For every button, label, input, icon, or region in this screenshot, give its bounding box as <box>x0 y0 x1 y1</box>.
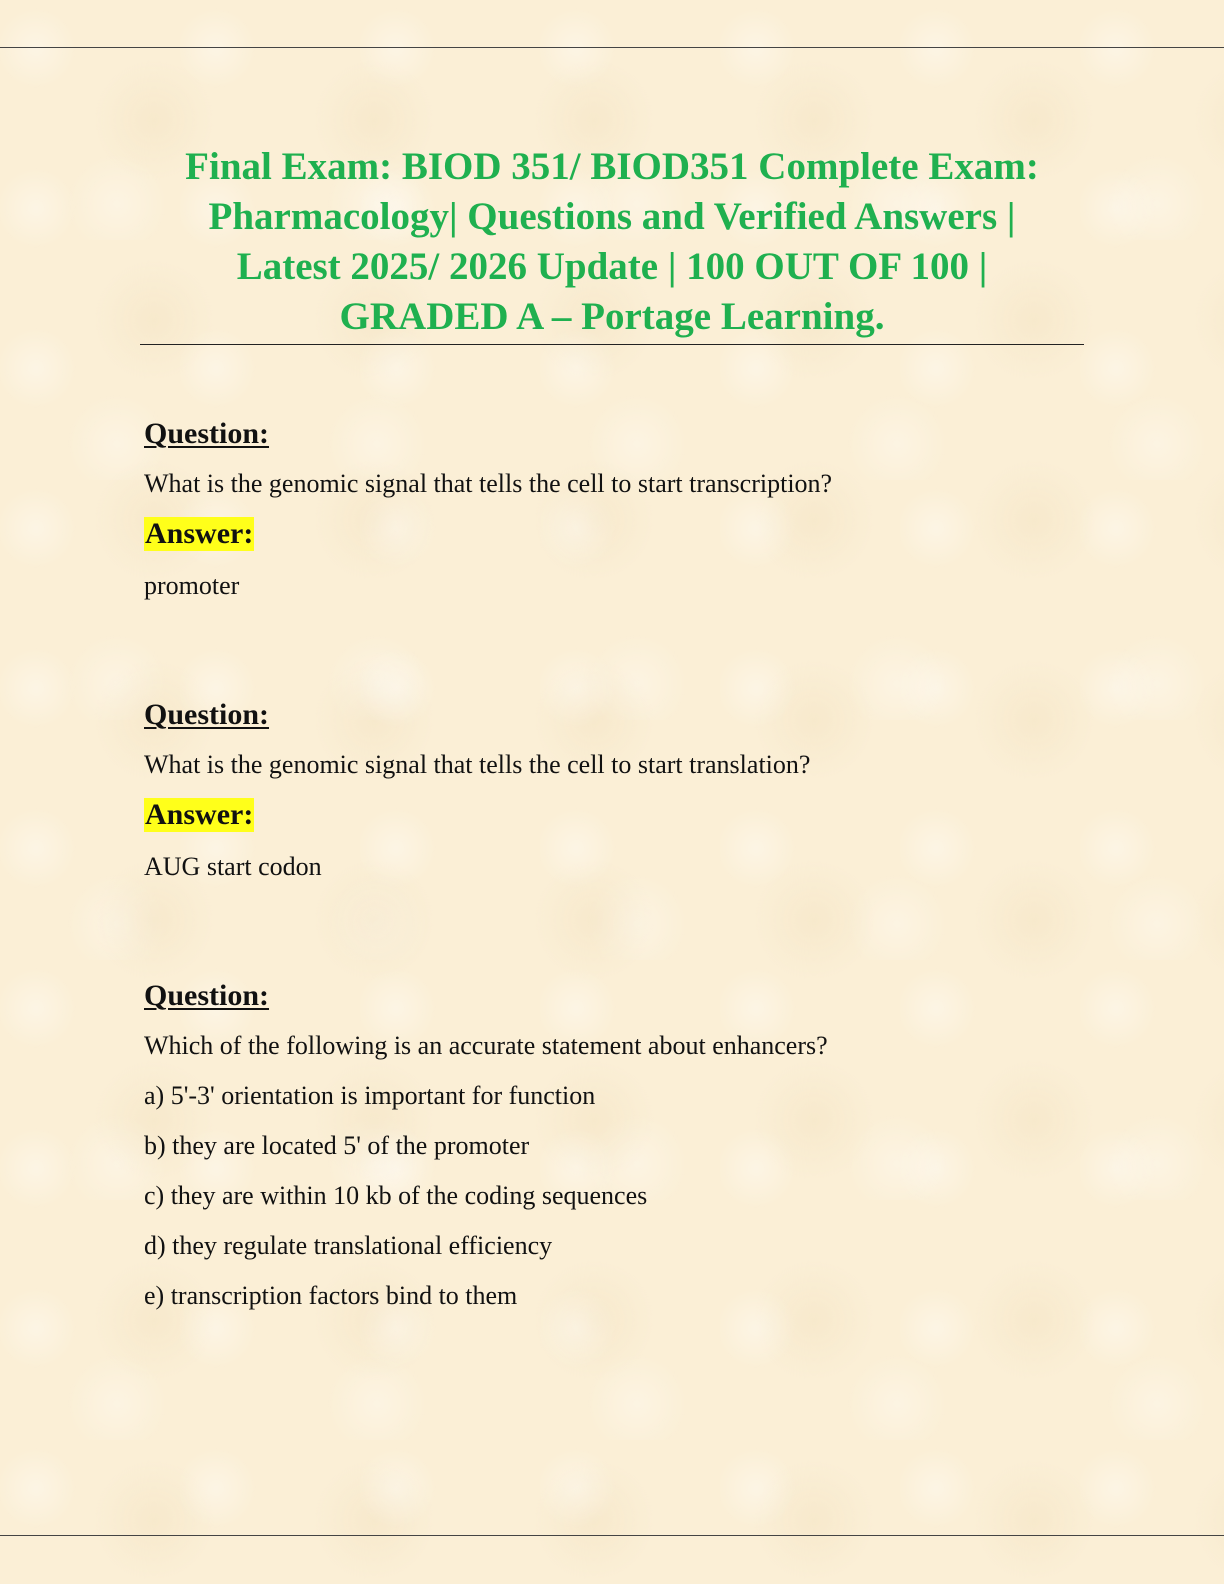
question-heading: Question: <box>144 417 270 450</box>
answer-text: AUG start codon <box>144 852 322 881</box>
document-title <box>140 142 1084 342</box>
answer-text: promoter <box>144 571 240 600</box>
questions-section <box>144 415 1084 1313</box>
question-block-1 <box>144 415 1084 603</box>
question-heading: Question: <box>144 698 270 731</box>
answer-option-b: b) they are located 5' of the promoter <box>144 1131 530 1160</box>
title-line: Pharmacology| Questions and Verified Answers | <box>208 195 1016 238</box>
title-underline <box>140 344 1084 345</box>
question-text: Which of the following is an accurate statement about enhancers? <box>144 1031 828 1060</box>
question-text: What is the genomic signal that tells the cell to start translation? <box>144 750 811 779</box>
title-line: Latest 2025/ 2026 Update | 100 OUT OF 100 | <box>236 245 988 288</box>
document-title-block <box>140 142 1084 342</box>
question-block-2 <box>144 696 1084 884</box>
answer-heading: Answer: <box>145 517 254 550</box>
title-line: Final Exam: BIOD 351/ BIOD351 Complete Exam: <box>185 145 1039 188</box>
title-line: GRADED A – Portage Learning. <box>339 295 885 338</box>
question-block-3 <box>144 977 1084 1313</box>
bottom-divider <box>0 1535 1224 1536</box>
answer-option-d: d) they regulate translational efficiency <box>144 1231 553 1260</box>
question-text: What is the genomic signal that tells the cell to start transcription? <box>144 469 833 498</box>
answer-heading: Answer: <box>145 798 254 831</box>
answer-option-c: c) they are within 10 kb of the coding sequences <box>144 1181 648 1210</box>
question-heading: Question: <box>144 979 270 1012</box>
answer-option-a: a) 5'-3' orientation is important for function <box>144 1081 596 1110</box>
answer-option-e: e) transcription factors bind to them <box>144 1281 518 1310</box>
top-divider <box>0 47 1224 48</box>
answer-options-list <box>144 1079 1084 1313</box>
